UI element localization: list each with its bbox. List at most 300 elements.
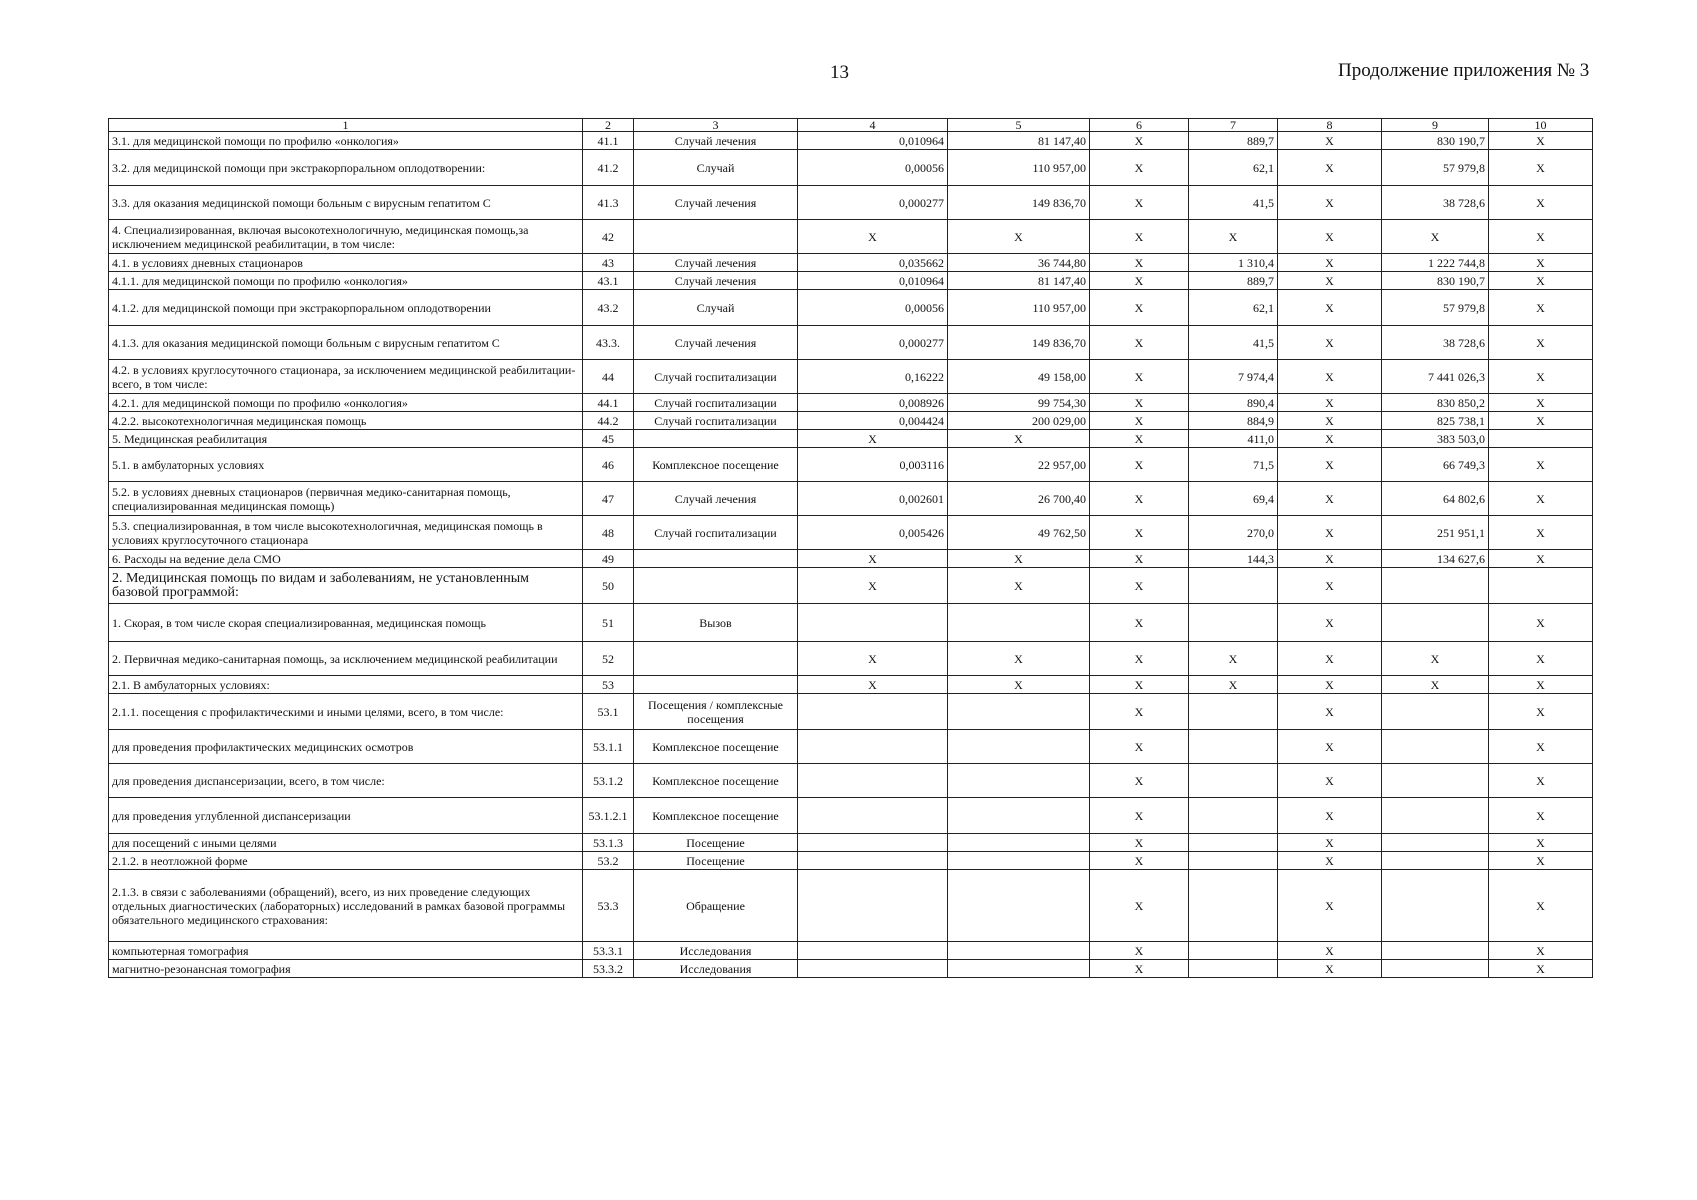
cell-norm-volume: 0,035662 (798, 254, 948, 272)
cell-col-6: X (1090, 430, 1189, 448)
cell-norm-cost: 49 762,50 (948, 516, 1090, 550)
cell-row-code: 43.2 (583, 290, 634, 326)
column-number: 2 (583, 119, 634, 132)
cell-col-6: X (1090, 694, 1189, 730)
cell-col-10: X (1489, 676, 1593, 694)
cell-row-label: 4.1.2. для медицинской помощи при экстракорпоральном оплодотворении (109, 290, 583, 326)
cell-col-7: 62,1 (1189, 290, 1278, 326)
table-row (109, 186, 1593, 220)
cell-row-label: 2. Медицинская помощь по видам и заболеваниям, не установленным базовой программой: (109, 568, 583, 604)
cell-unit: Комплексное посещение (634, 730, 798, 764)
cell-norm-cost (948, 870, 1090, 942)
cell-unit: Комплексное посещение (634, 764, 798, 798)
cell-col-7 (1189, 834, 1278, 852)
cell-row-code: 53 (583, 676, 634, 694)
cell-norm-volume: 0,00056 (798, 290, 948, 326)
cell-row-label: для посещений с иными целями (109, 834, 583, 852)
cell-norm-volume: 0,004424 (798, 412, 948, 430)
cell-col-7 (1189, 798, 1278, 834)
cell-row-label: 4.1.1. для медицинской помощи по профилю «онкология» (109, 272, 583, 290)
cell-col-8: X (1278, 604, 1382, 642)
cell-row-code: 52 (583, 642, 634, 676)
data-table-container (108, 118, 1592, 978)
table-row (109, 482, 1593, 516)
table-row (109, 676, 1593, 694)
cell-norm-cost: 110 957,00 (948, 290, 1090, 326)
cell-row-code: 53.3.1 (583, 942, 634, 960)
cell-col-10: X (1489, 604, 1593, 642)
cell-col-8: X (1278, 254, 1382, 272)
cell-unit: Посещения / комплексные посещения (634, 694, 798, 730)
cell-col-9: 134 627,6 (1382, 550, 1489, 568)
data-table (108, 118, 1593, 978)
cell-norm-cost (948, 694, 1090, 730)
cell-col-9 (1382, 870, 1489, 942)
cell-row-code: 47 (583, 482, 634, 516)
cell-row-label: 4.1.3. для оказания медицинской помощи больным с вирусным гепатитом С (109, 326, 583, 360)
cell-col-9: X (1382, 642, 1489, 676)
cell-norm-volume: 0,003116 (798, 448, 948, 482)
cell-col-7 (1189, 694, 1278, 730)
cell-unit (634, 550, 798, 568)
cell-row-label: 2.1.2. в неотложной форме (109, 852, 583, 870)
cell-col-10: X (1489, 360, 1593, 394)
table-row (109, 834, 1593, 852)
cell-col-8: X (1278, 852, 1382, 870)
cell-col-8: X (1278, 568, 1382, 604)
cell-row-code: 53.1.1 (583, 730, 634, 764)
cell-col-6: X (1090, 764, 1189, 798)
table-row (109, 430, 1593, 448)
cell-unit: Исследования (634, 960, 798, 978)
table-row (109, 694, 1593, 730)
table-row (109, 960, 1593, 978)
column-number: 4 (798, 119, 948, 132)
cell-col-9: 830 190,7 (1382, 132, 1489, 150)
cell-col-8: X (1278, 642, 1382, 676)
cell-norm-volume (798, 870, 948, 942)
cell-col-7: 1 310,4 (1189, 254, 1278, 272)
table-body (109, 119, 1593, 978)
column-number-row (109, 119, 1593, 132)
cell-col-9 (1382, 960, 1489, 978)
cell-norm-cost (948, 764, 1090, 798)
cell-col-7: X (1189, 642, 1278, 676)
cell-col-6: X (1090, 550, 1189, 568)
cell-unit: Случай лечения (634, 272, 798, 290)
cell-col-9: 38 728,6 (1382, 326, 1489, 360)
cell-col-9: X (1382, 676, 1489, 694)
cell-col-6: X (1090, 272, 1189, 290)
cell-col-8: X (1278, 942, 1382, 960)
cell-col-7: 890,4 (1189, 394, 1278, 412)
cell-col-6: X (1090, 220, 1189, 254)
cell-unit: Случай (634, 150, 798, 186)
cell-col-7: 69,4 (1189, 482, 1278, 516)
cell-unit (634, 642, 798, 676)
cell-norm-volume (798, 852, 948, 870)
cell-norm-volume (798, 798, 948, 834)
cell-col-10: X (1489, 394, 1593, 412)
cell-col-6: X (1090, 186, 1189, 220)
cell-col-8: X (1278, 186, 1382, 220)
cell-norm-volume: 0,16222 (798, 360, 948, 394)
cell-unit (634, 568, 798, 604)
cell-col-8: X (1278, 676, 1382, 694)
cell-row-code: 43 (583, 254, 634, 272)
cell-col-10: X (1489, 290, 1593, 326)
cell-norm-volume (798, 960, 948, 978)
cell-norm-cost (948, 834, 1090, 852)
cell-norm-volume: X (798, 550, 948, 568)
cell-norm-cost: 110 957,00 (948, 150, 1090, 186)
cell-col-10: X (1489, 834, 1593, 852)
cell-col-6: X (1090, 516, 1189, 550)
cell-col-10: X (1489, 642, 1593, 676)
cell-col-7 (1189, 942, 1278, 960)
table-row (109, 326, 1593, 360)
cell-row-label: компьютерная томография (109, 942, 583, 960)
appendix-continuation-note: Продолжение приложения № 3 (1338, 60, 1590, 81)
cell-col-9: 57 979,8 (1382, 150, 1489, 186)
cell-col-7 (1189, 764, 1278, 798)
cell-col-7: 7 974,4 (1189, 360, 1278, 394)
cell-unit: Случай госпитализации (634, 412, 798, 430)
cell-norm-volume: 0,00056 (798, 150, 948, 186)
cell-col-10: X (1489, 254, 1593, 272)
cell-unit: Случай лечения (634, 326, 798, 360)
cell-col-7: 889,7 (1189, 132, 1278, 150)
cell-unit: Посещение (634, 852, 798, 870)
cell-row-label: 2. Первичная медико-санитарная помощь, за исключением медицинской реабилитации (109, 642, 583, 676)
cell-col-10: X (1489, 412, 1593, 430)
cell-col-7 (1189, 730, 1278, 764)
cell-col-7: 62,1 (1189, 150, 1278, 186)
cell-col-7: 71,5 (1189, 448, 1278, 482)
cell-norm-volume: 0,008926 (798, 394, 948, 412)
cell-col-10: X (1489, 516, 1593, 550)
cell-col-10: X (1489, 132, 1593, 150)
cell-row-code: 44 (583, 360, 634, 394)
cell-col-8: X (1278, 834, 1382, 852)
table-row (109, 604, 1593, 642)
cell-col-9 (1382, 604, 1489, 642)
column-number: 3 (634, 119, 798, 132)
cell-row-label: 6. Расходы на ведение дела СМО (109, 550, 583, 568)
cell-row-code: 46 (583, 448, 634, 482)
cell-row-label: 4.2.2. высокотехнологичная медицинская помощь (109, 412, 583, 430)
cell-col-10: X (1489, 186, 1593, 220)
cell-col-8: X (1278, 326, 1382, 360)
column-number: 8 (1278, 119, 1382, 132)
cell-unit: Случай госпитализации (634, 360, 798, 394)
cell-col-8: X (1278, 272, 1382, 290)
cell-col-9: X (1382, 220, 1489, 254)
cell-col-6: X (1090, 730, 1189, 764)
cell-col-9 (1382, 568, 1489, 604)
cell-col-9: 38 728,6 (1382, 186, 1489, 220)
cell-row-label: 5. Медицинская реабилитация (109, 430, 583, 448)
cell-col-8: X (1278, 290, 1382, 326)
cell-norm-volume: 0,010964 (798, 132, 948, 150)
cell-norm-cost: X (948, 568, 1090, 604)
cell-norm-cost (948, 852, 1090, 870)
cell-unit (634, 676, 798, 694)
table-row (109, 798, 1593, 834)
cell-norm-cost: 99 754,30 (948, 394, 1090, 412)
cell-norm-volume (798, 604, 948, 642)
table-row (109, 394, 1593, 412)
cell-col-9: 1 222 744,8 (1382, 254, 1489, 272)
cell-col-8: X (1278, 132, 1382, 150)
cell-col-7: 41,5 (1189, 186, 1278, 220)
cell-row-code: 41.3 (583, 186, 634, 220)
cell-norm-cost: 81 147,40 (948, 132, 1090, 150)
cell-col-10 (1489, 430, 1593, 448)
cell-row-code: 53.3 (583, 870, 634, 942)
cell-norm-cost: 81 147,40 (948, 272, 1090, 290)
cell-unit: Случай госпитализации (634, 516, 798, 550)
cell-col-8: X (1278, 764, 1382, 798)
cell-col-10: X (1489, 730, 1593, 764)
cell-col-6: X (1090, 290, 1189, 326)
cell-col-8: X (1278, 430, 1382, 448)
cell-norm-cost: X (948, 550, 1090, 568)
table-row (109, 568, 1593, 604)
cell-row-label: для проведения профилактических медицинских осмотров (109, 730, 583, 764)
page-number: 13 (830, 62, 849, 83)
cell-row-label: 2.1.1. посещения с профилактическими и иными целями, всего, в том числе: (109, 694, 583, 730)
cell-norm-volume: X (798, 220, 948, 254)
cell-col-7: 41,5 (1189, 326, 1278, 360)
cell-norm-cost (948, 604, 1090, 642)
cell-row-label: 4. Специализированная, включая высокотехнологичную, медицинская помощь,за исключением медицинской реабилитации, в том числе: (109, 220, 583, 254)
cell-norm-volume: X (798, 430, 948, 448)
cell-col-7 (1189, 568, 1278, 604)
cell-col-7: X (1189, 676, 1278, 694)
cell-col-7 (1189, 852, 1278, 870)
cell-unit: Случай (634, 290, 798, 326)
cell-norm-cost: X (948, 642, 1090, 676)
cell-col-10: X (1489, 272, 1593, 290)
table-row (109, 942, 1593, 960)
cell-col-9: 383 503,0 (1382, 430, 1489, 448)
cell-norm-cost: 22 957,00 (948, 448, 1090, 482)
cell-row-code: 44.2 (583, 412, 634, 430)
cell-row-code: 41.2 (583, 150, 634, 186)
cell-row-code: 51 (583, 604, 634, 642)
cell-col-8: X (1278, 412, 1382, 430)
table-row (109, 290, 1593, 326)
cell-row-code: 53.1.3 (583, 834, 634, 852)
table-row (109, 852, 1593, 870)
cell-unit: Случай лечения (634, 186, 798, 220)
cell-norm-volume: 0,000277 (798, 326, 948, 360)
cell-norm-cost: X (948, 430, 1090, 448)
cell-row-label: для проведения углубленной диспансеризации (109, 798, 583, 834)
cell-norm-volume: X (798, 676, 948, 694)
cell-col-8: X (1278, 516, 1382, 550)
table-row (109, 254, 1593, 272)
cell-row-code: 53.2 (583, 852, 634, 870)
cell-col-9 (1382, 694, 1489, 730)
cell-norm-volume (798, 942, 948, 960)
cell-col-6: X (1090, 326, 1189, 360)
table-row (109, 764, 1593, 798)
cell-col-8: X (1278, 730, 1382, 764)
cell-col-10: X (1489, 482, 1593, 516)
cell-col-10: X (1489, 550, 1593, 568)
cell-col-9: 7 441 026,3 (1382, 360, 1489, 394)
column-number: 1 (109, 119, 583, 132)
cell-col-7 (1189, 604, 1278, 642)
table-row (109, 642, 1593, 676)
table-row (109, 870, 1593, 942)
cell-norm-cost (948, 942, 1090, 960)
cell-norm-cost (948, 960, 1090, 978)
cell-col-9 (1382, 764, 1489, 798)
cell-row-code: 53.1 (583, 694, 634, 730)
cell-col-9: 251 951,1 (1382, 516, 1489, 550)
table-row (109, 448, 1593, 482)
cell-unit: Случай лечения (634, 254, 798, 272)
cell-norm-volume: 0,002601 (798, 482, 948, 516)
cell-row-label: 2.1. В амбулаторных условиях: (109, 676, 583, 694)
cell-col-10: X (1489, 852, 1593, 870)
cell-col-9: 830 190,7 (1382, 272, 1489, 290)
cell-row-label: 4.2. в условиях круглосуточного стационара, за исключением медицинской реабилитации-всего, в том числе: (109, 360, 583, 394)
cell-unit: Обращение (634, 870, 798, 942)
cell-row-label: 4.1. в условиях дневных стационаров (109, 254, 583, 272)
cell-col-6: X (1090, 568, 1189, 604)
cell-norm-volume: 0,010964 (798, 272, 948, 290)
table-row (109, 272, 1593, 290)
cell-col-8: X (1278, 394, 1382, 412)
cell-row-code: 53.1.2 (583, 764, 634, 798)
cell-unit (634, 220, 798, 254)
cell-col-6: X (1090, 798, 1189, 834)
cell-col-9 (1382, 942, 1489, 960)
cell-col-9: 66 749,3 (1382, 448, 1489, 482)
cell-col-6: X (1090, 870, 1189, 942)
cell-row-code: 53.3.2 (583, 960, 634, 978)
cell-col-10: X (1489, 764, 1593, 798)
cell-norm-cost: X (948, 676, 1090, 694)
cell-col-10: X (1489, 870, 1593, 942)
table-row (109, 150, 1593, 186)
cell-col-8: X (1278, 960, 1382, 978)
cell-col-8: X (1278, 448, 1382, 482)
cell-row-label: 2.1.3. в связи с заболеваниями (обращений), всего, из них проведение следующих отдельных диагностических (лабораторных) исследований в рамках базовой программы обязательного медицинского страхования: (109, 870, 583, 942)
cell-row-label: 4.2.1. для медицинской помощи по профилю «онкология» (109, 394, 583, 412)
cell-row-label: 5.1. в амбулаторных условиях (109, 448, 583, 482)
cell-row-code: 43.3. (583, 326, 634, 360)
cell-col-9 (1382, 730, 1489, 764)
cell-norm-volume (798, 834, 948, 852)
cell-norm-volume: 0,000277 (798, 186, 948, 220)
cell-norm-cost: 26 700,40 (948, 482, 1090, 516)
cell-norm-cost: 49 158,00 (948, 360, 1090, 394)
cell-col-9: 825 738,1 (1382, 412, 1489, 430)
cell-col-10: X (1489, 220, 1593, 254)
cell-col-8: X (1278, 870, 1382, 942)
cell-col-8: X (1278, 550, 1382, 568)
cell-col-7 (1189, 870, 1278, 942)
cell-unit: Посещение (634, 834, 798, 852)
cell-col-7: 411,0 (1189, 430, 1278, 448)
cell-unit: Случай лечения (634, 482, 798, 516)
cell-row-label: 3.2. для медицинской помощи при экстракорпоральном оплодотворении: (109, 150, 583, 186)
table-row (109, 550, 1593, 568)
cell-unit: Случай госпитализации (634, 394, 798, 412)
column-number: 9 (1382, 119, 1489, 132)
cell-col-6: X (1090, 482, 1189, 516)
cell-col-8: X (1278, 482, 1382, 516)
cell-col-6: X (1090, 942, 1189, 960)
cell-unit: Случай лечения (634, 132, 798, 150)
table-row (109, 412, 1593, 430)
cell-norm-cost: 200 029,00 (948, 412, 1090, 430)
cell-col-9 (1382, 834, 1489, 852)
cell-col-6: X (1090, 834, 1189, 852)
cell-col-9 (1382, 852, 1489, 870)
cell-col-6: X (1090, 604, 1189, 642)
table-row (109, 516, 1593, 550)
cell-row-code: 41.1 (583, 132, 634, 150)
cell-row-code: 48 (583, 516, 634, 550)
cell-col-9: 57 979,8 (1382, 290, 1489, 326)
cell-unit: Комплексное посещение (634, 448, 798, 482)
cell-unit (634, 430, 798, 448)
cell-col-6: X (1090, 150, 1189, 186)
cell-col-7: X (1189, 220, 1278, 254)
cell-col-8: X (1278, 798, 1382, 834)
table-row (109, 220, 1593, 254)
cell-col-10: X (1489, 942, 1593, 960)
cell-unit: Исследования (634, 942, 798, 960)
column-number: 5 (948, 119, 1090, 132)
cell-col-10: X (1489, 326, 1593, 360)
cell-row-label: 5.2. в условиях дневных стационаров (первичная медико-санитарная помощь, специализированная медицинская помощь) (109, 482, 583, 516)
cell-col-6: X (1090, 394, 1189, 412)
cell-col-9: 830 850,2 (1382, 394, 1489, 412)
cell-col-6: X (1090, 254, 1189, 272)
cell-col-8: X (1278, 360, 1382, 394)
cell-unit: Вызов (634, 604, 798, 642)
cell-col-7: 889,7 (1189, 272, 1278, 290)
cell-row-label: 3.1. для медицинской помощи по профилю «онкология» (109, 132, 583, 150)
cell-norm-volume (798, 730, 948, 764)
cell-norm-cost: 149 836,70 (948, 186, 1090, 220)
cell-row-label: 3.3. для оказания медицинской помощи больным с вирусным гепатитом С (109, 186, 583, 220)
cell-norm-volume: 0,005426 (798, 516, 948, 550)
cell-row-code: 44.1 (583, 394, 634, 412)
cell-row-code: 45 (583, 430, 634, 448)
cell-col-9: 64 802,6 (1382, 482, 1489, 516)
cell-norm-cost: 36 744,80 (948, 254, 1090, 272)
cell-row-code: 43.1 (583, 272, 634, 290)
cell-row-label: 5.3. специализированная, в том числе высокотехнологичная, медицинская помощь в условиях круглосуточного стационара (109, 516, 583, 550)
cell-col-6: X (1090, 642, 1189, 676)
cell-col-10: X (1489, 448, 1593, 482)
cell-row-code: 50 (583, 568, 634, 604)
cell-col-6: X (1090, 412, 1189, 430)
cell-norm-volume (798, 694, 948, 730)
cell-col-10: X (1489, 694, 1593, 730)
cell-row-code: 49 (583, 550, 634, 568)
cell-row-code: 42 (583, 220, 634, 254)
cell-col-6: X (1090, 360, 1189, 394)
